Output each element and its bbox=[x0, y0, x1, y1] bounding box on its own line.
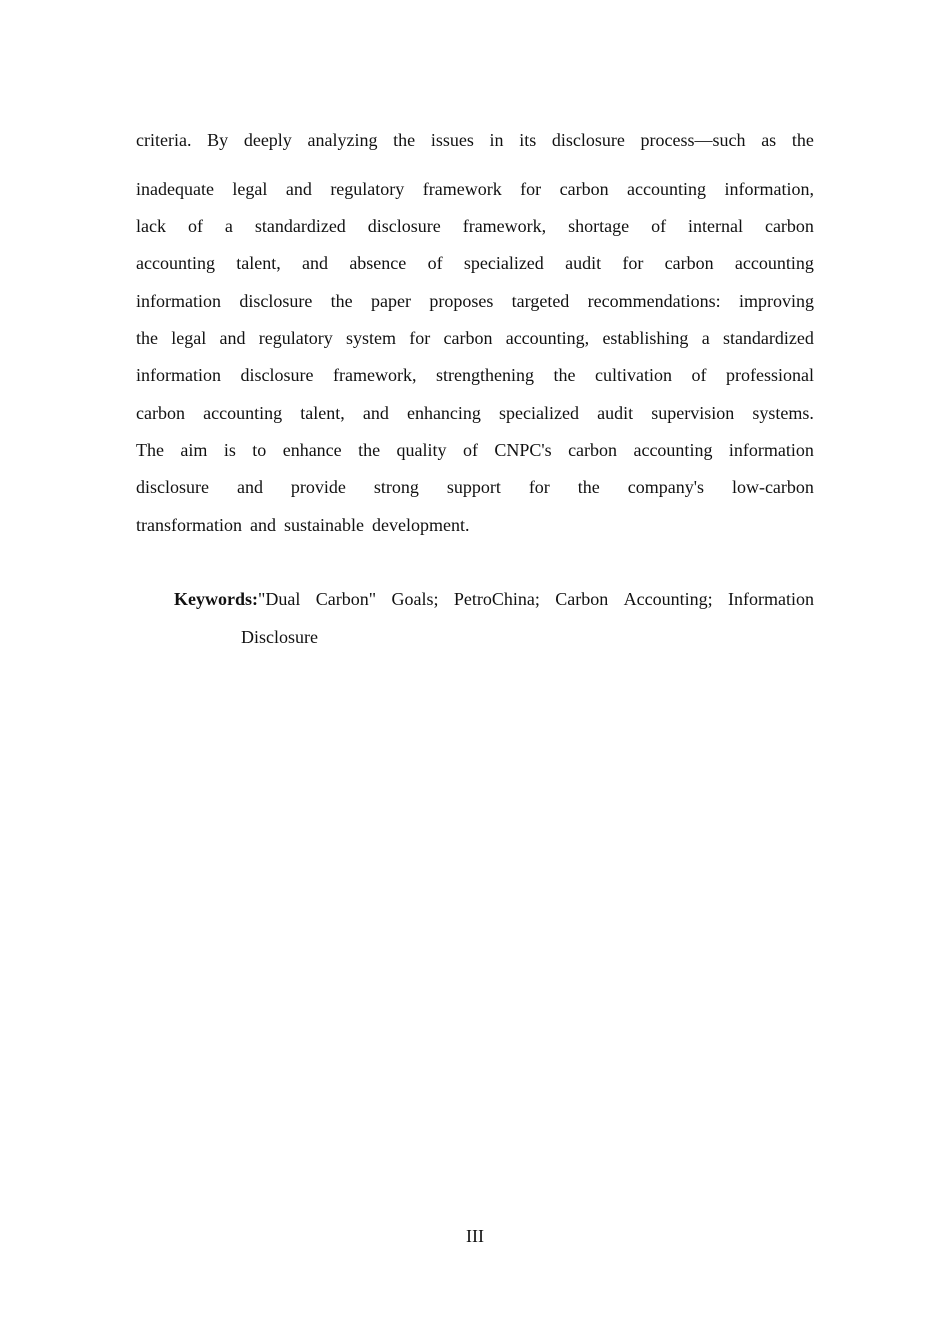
word: for bbox=[528, 477, 550, 497]
word: enhance bbox=[282, 440, 342, 460]
word: carbon bbox=[559, 179, 609, 199]
word: and bbox=[219, 328, 246, 348]
word: legal bbox=[232, 179, 268, 199]
word: the bbox=[577, 477, 600, 497]
word: quality bbox=[396, 440, 447, 460]
word: disclosure bbox=[240, 365, 314, 385]
word: absence bbox=[349, 253, 407, 273]
word: recommendations: bbox=[587, 291, 721, 311]
word: improving bbox=[738, 291, 814, 311]
word: development. bbox=[371, 515, 470, 535]
word: carbon bbox=[443, 328, 493, 348]
word: enhancing bbox=[406, 403, 481, 423]
word: as bbox=[761, 130, 777, 150]
word: support bbox=[446, 477, 501, 497]
abstract-line bbox=[136, 402, 814, 424]
word: system bbox=[345, 328, 396, 348]
word: deeply bbox=[243, 130, 292, 150]
word: disclosure bbox=[136, 477, 209, 497]
word: disclosure bbox=[551, 130, 625, 150]
word: cultivation bbox=[595, 365, 672, 385]
word: inadequate bbox=[136, 179, 214, 199]
word: provide bbox=[290, 477, 346, 497]
word: standardized bbox=[254, 216, 346, 236]
word: of bbox=[187, 216, 203, 236]
keywords-continuation: Disclosure bbox=[241, 627, 318, 647]
word: framework, bbox=[462, 216, 547, 236]
word: of bbox=[651, 216, 667, 236]
word: information bbox=[136, 291, 221, 311]
abstract-line bbox=[136, 439, 814, 461]
word: of bbox=[462, 440, 478, 460]
word: low-carbon bbox=[731, 477, 814, 497]
word: its bbox=[519, 130, 537, 150]
word: and bbox=[362, 403, 389, 423]
abstract-line bbox=[136, 514, 814, 536]
word: and bbox=[302, 253, 329, 273]
word: and bbox=[285, 179, 312, 199]
word: carbon bbox=[664, 253, 714, 273]
abstract-line bbox=[136, 476, 814, 498]
keyword-word: PetroChina; bbox=[453, 589, 540, 609]
abstract-line bbox=[136, 364, 814, 386]
word: shortage bbox=[568, 216, 630, 236]
keyword-word: Accounting; bbox=[623, 589, 713, 609]
word: carbon bbox=[764, 216, 814, 236]
word: information, bbox=[724, 179, 814, 199]
word: for bbox=[409, 328, 431, 348]
abstract-line bbox=[136, 178, 814, 200]
word: the bbox=[330, 291, 353, 311]
word: of bbox=[427, 253, 443, 273]
word: aim bbox=[180, 440, 208, 460]
word: transformation bbox=[136, 515, 242, 535]
word: and bbox=[249, 515, 276, 535]
word: audit bbox=[597, 403, 634, 423]
word: company's bbox=[627, 477, 704, 497]
word: accounting bbox=[203, 403, 283, 423]
word: professional bbox=[726, 365, 814, 385]
word: talent, bbox=[300, 403, 345, 423]
keyword-word: Information bbox=[728, 589, 814, 609]
word: framework, bbox=[333, 365, 417, 385]
word: proposes bbox=[429, 291, 494, 311]
word: regulatory bbox=[330, 179, 405, 199]
word: standardized bbox=[722, 328, 814, 348]
word: the bbox=[553, 365, 576, 385]
word: to bbox=[252, 440, 267, 460]
word: legal bbox=[171, 328, 207, 348]
word: strengthening bbox=[435, 365, 534, 385]
word: framework bbox=[422, 179, 502, 199]
keyword-word: "Dual bbox=[258, 589, 301, 609]
abstract-line bbox=[136, 215, 814, 237]
word: talent, bbox=[236, 253, 281, 273]
word: supervision bbox=[651, 403, 735, 423]
word: audit bbox=[565, 253, 602, 273]
word: is bbox=[223, 440, 236, 460]
word: carbon bbox=[568, 440, 618, 460]
word: process—such bbox=[640, 130, 746, 150]
word: disclosure bbox=[367, 216, 441, 236]
word: the bbox=[136, 328, 158, 348]
word: strong bbox=[373, 477, 419, 497]
keywords-line bbox=[174, 588, 814, 610]
word: By bbox=[207, 130, 229, 150]
word: and bbox=[236, 477, 263, 497]
word: a bbox=[701, 328, 710, 348]
word: for bbox=[622, 253, 644, 273]
word: the bbox=[791, 130, 814, 150]
word: specialized bbox=[463, 253, 544, 273]
keyword-word: Goals; bbox=[391, 589, 439, 609]
word: a bbox=[224, 216, 233, 236]
word: analyzing bbox=[307, 130, 378, 150]
word: issues bbox=[430, 130, 474, 150]
word: carbon bbox=[136, 403, 185, 423]
abstract-line bbox=[136, 252, 814, 274]
word: sustainable bbox=[283, 515, 364, 535]
word: establishing bbox=[602, 328, 689, 348]
word: in bbox=[489, 130, 504, 150]
word: The bbox=[136, 440, 164, 460]
page-number: III bbox=[466, 1226, 484, 1246]
word: systems. bbox=[752, 403, 814, 423]
word: the bbox=[393, 130, 416, 150]
word: paper bbox=[371, 291, 411, 311]
word: specialized bbox=[499, 403, 580, 423]
word: internal bbox=[688, 216, 743, 236]
word: for bbox=[520, 179, 542, 199]
word: of bbox=[691, 365, 707, 385]
word: criteria. bbox=[136, 130, 192, 150]
word: the bbox=[358, 440, 381, 460]
word: accounting bbox=[633, 440, 713, 460]
word: accounting bbox=[136, 253, 215, 273]
word: information bbox=[728, 440, 814, 460]
word: information bbox=[136, 365, 221, 385]
word: regulatory bbox=[258, 328, 333, 348]
word: targeted bbox=[511, 291, 570, 311]
keyword-word: Carbon bbox=[555, 589, 609, 609]
word: disclosure bbox=[239, 291, 313, 311]
word: lack bbox=[136, 216, 166, 236]
abstract-line bbox=[136, 290, 814, 312]
abstract-line bbox=[136, 129, 814, 151]
word: accounting bbox=[734, 253, 814, 273]
word: accounting bbox=[627, 179, 707, 199]
word: accounting, bbox=[505, 328, 590, 348]
keywords-label: Keywords: bbox=[174, 589, 258, 609]
word: CNPC's bbox=[494, 440, 552, 460]
abstract-line bbox=[136, 327, 814, 349]
keyword-word: Carbon" bbox=[315, 589, 377, 609]
